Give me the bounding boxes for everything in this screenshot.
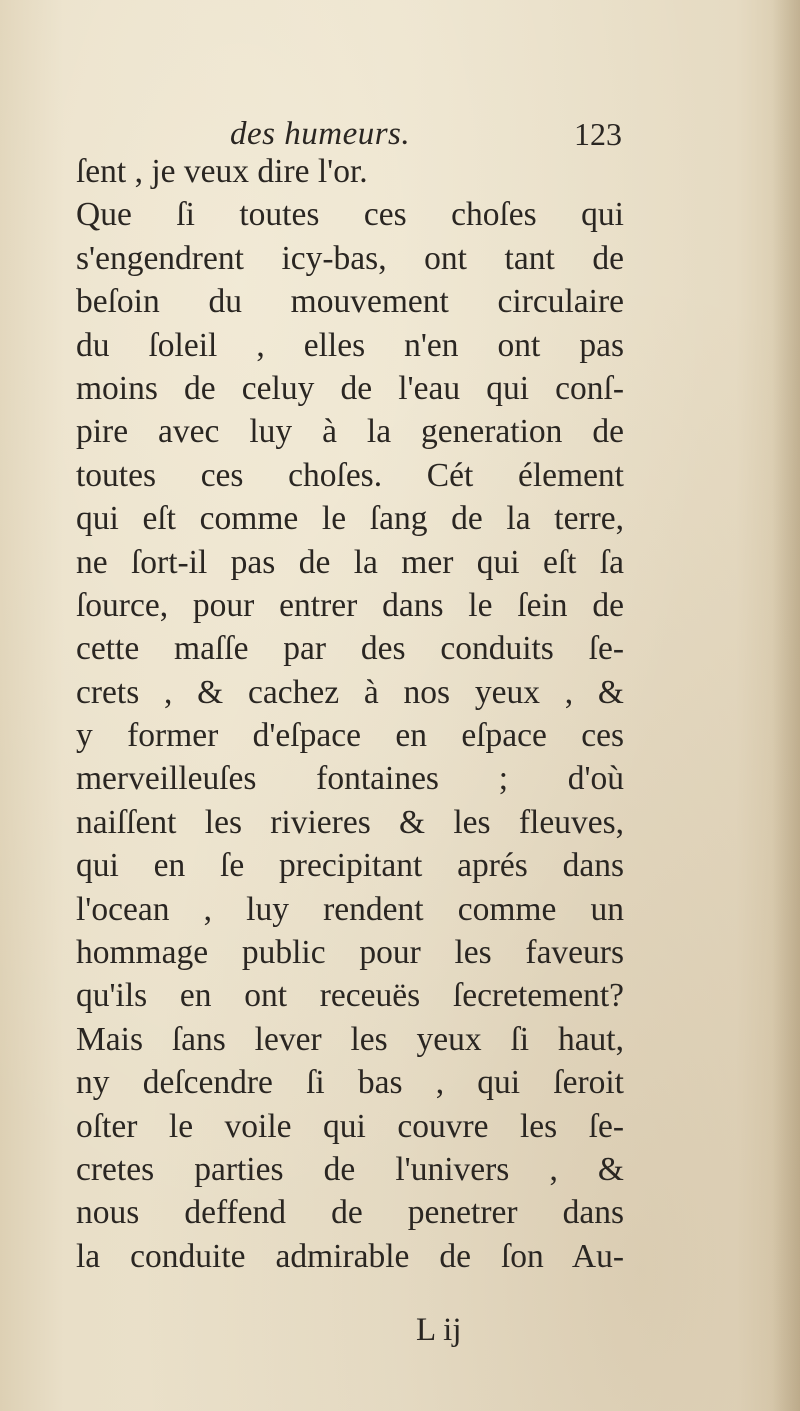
text-line: ſource, pour entrer dans le ſein de bbox=[76, 586, 624, 624]
running-head-title: des humeurs. bbox=[230, 116, 411, 152]
text-line: s'engendrent icy-bas, ont tant de bbox=[76, 239, 624, 277]
text-line: hommage public pour les faveurs bbox=[76, 934, 624, 972]
page-number: 123 bbox=[574, 116, 622, 152]
text-line: naiſſent les rivieres & les fleuves, bbox=[76, 803, 624, 841]
text-line: pire avec luy à la generation de bbox=[76, 413, 624, 451]
text-line: l'ocean , luy rendent comme un bbox=[76, 890, 624, 928]
text-line: cretes parties de l'univers , & bbox=[76, 1150, 624, 1188]
text-line: du ſoleil , elles n'en ont pas bbox=[76, 326, 624, 364]
text-line: crets , & cachez à nos yeux , & bbox=[76, 673, 624, 711]
text-line: qui eſt comme le ſang de la terre, bbox=[76, 500, 624, 538]
text-line: moins de celuy de l'eau qui conſ- bbox=[76, 369, 624, 407]
page-edge-shadow bbox=[772, 0, 800, 1411]
text-line: ny deſcendre ſi bas , qui ſeroit bbox=[76, 1064, 624, 1102]
signature-mark: L ij bbox=[416, 1312, 462, 1348]
text-line: nous deffend de penetrer dans bbox=[76, 1194, 624, 1232]
text-line: beſoin du mouvement circulaire bbox=[76, 283, 624, 321]
text-line: ſent , je veux dire l'or. bbox=[76, 153, 368, 190]
text-line: oſter le voile qui couvre les ſe- bbox=[76, 1107, 624, 1145]
text-line: Mais ſans lever les yeux ſi haut, bbox=[76, 1020, 624, 1058]
text-line: merveilleuſes fontaines ; d'où bbox=[76, 760, 624, 798]
text-line: ne ſort-il pas de la mer qui eſt ſa bbox=[76, 543, 624, 581]
text-line: Que ſi toutes ces choſes qui bbox=[76, 196, 624, 234]
body-text bbox=[76, 150, 624, 1278]
text-line: toutes ces choſes. Cét élement bbox=[76, 456, 624, 494]
text-line: la conduite admirable de ſon Au- bbox=[76, 1237, 624, 1275]
text-line: qu'ils en ont receuës ſecretement? bbox=[76, 977, 624, 1015]
text-line: cette maſſe par des conduits ſe- bbox=[76, 630, 624, 668]
running-head bbox=[76, 108, 624, 154]
text-line: y former d'eſpace en eſpace ces bbox=[76, 717, 624, 755]
text-line: qui en ſe precipitant aprés dans bbox=[76, 847, 624, 885]
